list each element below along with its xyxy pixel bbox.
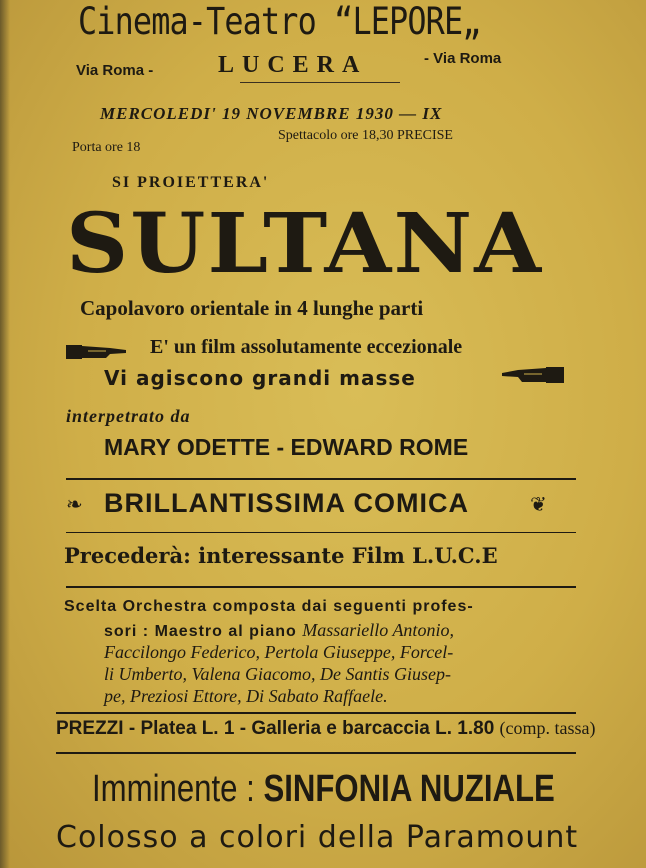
orchestra-line: Faccilongo Federico, Pertola Giuseppe, Forcel- <box>104 642 454 662</box>
divider <box>66 532 576 533</box>
address-left: Via Roma - <box>76 62 154 79</box>
orchestra-line: sori : Maestro al piano Massariello Antonio, <box>104 620 454 640</box>
orchestra-line: li Umberto, Valena Giacomo, De Santis Giusep- <box>104 664 451 684</box>
film-claim: E' un film assolutamente eccezionale <box>150 336 463 358</box>
coming-tagline: Colosso a colori della Paramount <box>56 820 579 855</box>
ornament-right-icon: ❦ <box>530 492 547 516</box>
film-subtitle: Capolavoro orientale in 4 lunghe parti <box>80 296 424 320</box>
newsreel-label: Precederà: interessante Film L.U.C.E <box>64 543 498 568</box>
cinema-name: Cinema-Teatro “LEPORE„ <box>78 0 481 43</box>
divider <box>56 752 576 754</box>
prices: PREZZI - Platea L. 1 - Galleria e barcaccia L. 1.80 (comp. tassa) <box>56 718 596 739</box>
divider <box>66 478 576 480</box>
film-title: SULTANA <box>66 196 544 292</box>
comic-label: BRILLANTISSIMA COMICA <box>104 488 469 518</box>
cast-label: interpetrato da <box>66 406 191 426</box>
doors-time: Porta ore 18 <box>72 140 141 155</box>
address-right: - Via Roma <box>424 50 502 67</box>
city-underline <box>240 82 400 83</box>
show-date: MERCOLEDI' 19 NOVEMBRE 1930 — IX <box>100 104 443 123</box>
pointing-hand-right-icon <box>66 342 128 362</box>
show-time: Spettacolo ore 18,30 PRECISE <box>278 128 453 143</box>
cast-names: MARY ODETTE - EDWARD ROME <box>104 434 469 460</box>
pointing-hand-left-icon <box>500 364 564 386</box>
announce-label: SI PROIETTERA' <box>112 174 270 191</box>
city-name: LUCERA <box>218 52 368 78</box>
coming-soon: Imminente : SINFONIA NUZIALE <box>92 768 555 810</box>
film-claim-masses: Vi agiscono grandi masse <box>104 366 416 390</box>
orchestra-line: pe, Preziosi Ettore, Di Sabato Raffaele. <box>104 686 388 706</box>
ornament-left-icon: ❧ <box>66 492 83 516</box>
divider <box>66 586 576 588</box>
paper-edge <box>0 0 10 868</box>
divider <box>56 712 576 714</box>
orchestra-line: Scelta Orchestra composta dai seguenti profes- <box>64 598 474 615</box>
